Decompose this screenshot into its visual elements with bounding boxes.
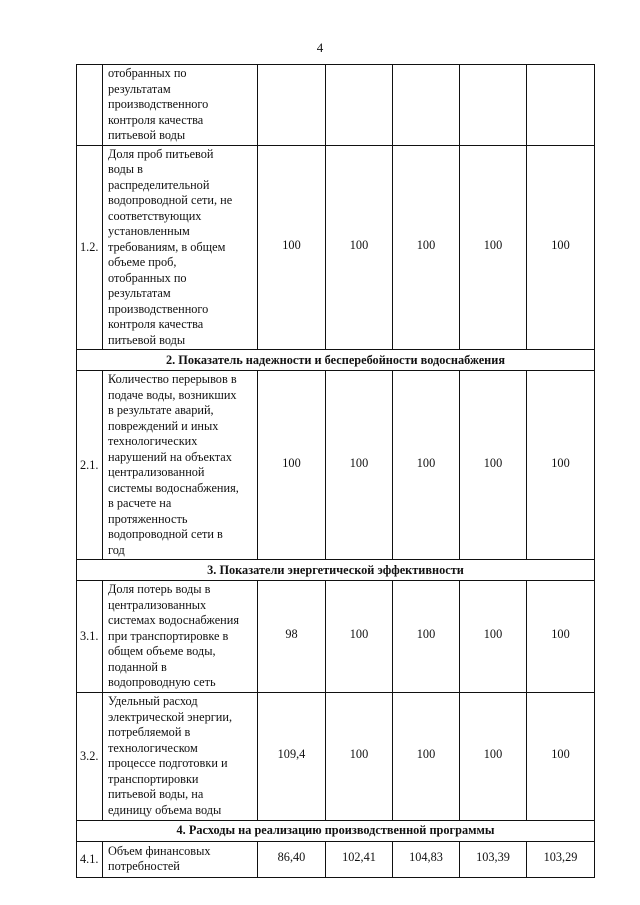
value-text: 98 [285,626,298,641]
indicator-name [103,692,258,820]
indicator-name-line: технологическом [108,740,198,755]
value-text: 100 [416,746,436,761]
value-cell [460,371,527,560]
value-cell [258,145,326,350]
value-cell [393,145,460,350]
indicator-name-line: Доля проб питьевой [108,146,214,161]
indicator-name [103,841,258,877]
value-text: 100 [282,455,301,470]
indicator-name-line: при транспортировке в [108,628,229,643]
indicator-name-line: отобранных по [108,270,187,285]
value-cell [326,581,393,693]
indicator-name-line: электрической энергии, [108,709,233,724]
indicator-name-line: процессе подготовки и [108,756,228,770]
indicator-name-line: в результате аварий, [108,403,214,417]
value-text: 100 [483,455,503,470]
table-row [77,371,595,560]
indicator-name-line: питьевой воды [108,128,186,142]
indicator-name-line: отобранных по [108,66,187,80]
indicator-name-line: Доля потерь воды в [108,582,211,596]
indicator-name-line: подаче воды, возникших [108,387,237,402]
value-cell [258,692,326,820]
value-cell [326,145,393,350]
value-cell [460,145,527,350]
section-row [77,350,595,371]
value-cell [527,841,595,877]
indicator-name-line: питьевой воды, на [108,787,204,801]
value-cell [527,581,595,693]
value-cell [393,65,460,146]
value-text: 100 [483,746,503,761]
indicator-name-line: Объем финансовых [108,843,211,858]
indicator-name-line: протяженность [108,511,188,526]
table-row [77,65,595,146]
table-row [77,145,595,350]
value-cell [258,65,326,146]
indicator-name-line: повреждений и иных [108,418,219,433]
indicator-name-line: централизованных [108,597,207,612]
value-cell [527,145,595,350]
indicator-name-line: поданной в [108,659,167,674]
indicator-name-line: потребляемой в [108,725,191,739]
indicator-name-line: результатам [108,286,171,300]
indicator-name [103,371,258,560]
value-text: 100 [551,626,570,641]
indicator-name-line: общем объеме воды, [108,644,216,658]
value-text: 100 [551,237,570,252]
value-text: 104,83 [409,849,443,864]
value-text: 86,40 [277,849,306,864]
indicator-name-line: производственного [108,301,209,316]
indicator-name-line: соответствующих [108,208,202,223]
indicator-name-line: питьевой воды [108,332,186,347]
indicator-name-line: производственного [108,97,209,111]
indicators-table [76,64,595,878]
value-text: 100 [416,455,436,470]
value-text: 100 [551,455,570,470]
value-cell [393,841,460,877]
value-cell [258,581,326,693]
value-cell [393,692,460,820]
value-text: 100 [416,237,436,252]
value-cell [527,65,595,146]
section-row [77,560,595,581]
value-text: 103,29 [543,849,578,864]
indicator-name-line: результатам [108,81,171,96]
indicator-name-line: водопроводную сеть [108,675,216,689]
section-title: 3. Показатели энергетической эффективности [77,560,595,581]
table-row [77,581,595,693]
value-cell [460,581,527,693]
indicator-name [103,581,258,693]
indicator-name-line: потребностей [108,859,180,873]
indicator-name-line: транспортировки [108,771,199,786]
value-cell [326,692,393,820]
value-cell [460,692,527,820]
indicator-name [103,145,258,350]
row-number: 3.1. [77,581,103,693]
table-row [77,692,595,820]
value-text: 100 [349,237,369,252]
value-cell [326,371,393,560]
indicator-name-line: системы водоснабжения, [108,480,239,495]
value-text: 100 [483,237,503,252]
value-cell [527,692,595,820]
value-text: 102,41 [342,849,376,864]
value-cell [393,371,460,560]
row-number: 3.2. [77,692,103,820]
indicator-name-line: Удельный расход [108,694,198,708]
value-text: 100 [416,626,436,641]
value-text: 100 [551,746,570,761]
value-cell [460,65,527,146]
indicator-name-line: год [108,542,125,557]
value-cell [460,841,527,877]
value-text: 100 [282,237,301,252]
section-title: 4. Расходы на реализацию производственной программы [77,820,595,841]
indicator-name-line: централизованной [108,465,205,479]
indicator-name-line: контроля качества [108,317,204,331]
value-cell [258,841,326,877]
section-title: 2. Показатель надежности и бесперебойности водоснабжения [77,350,595,371]
value-cell [393,581,460,693]
row-number: 1.2. [77,145,103,350]
value-text: 100 [349,455,369,470]
section-row [77,820,595,841]
row-number [77,65,103,146]
indicator-name-line: системах водоснабжения [108,613,239,627]
row-number: 4.1. [77,841,103,877]
indicator-name-line: воды в [108,162,143,176]
indicator-name-line: единицу объема воды [108,802,222,817]
page-number: 4 [316,40,324,55]
value-cell [326,841,393,877]
indicator-name-line: Количество перерывов в [108,372,237,386]
row-number: 2.1. [77,371,103,560]
value-text: 100 [349,746,369,761]
indicator-name-line: требованиям, в общем [108,239,226,254]
value-text: 103,39 [476,849,510,864]
table-body [77,65,595,878]
indicator-name-line: установленным [108,224,190,238]
indicator-name-line: в расчете на [108,496,172,510]
value-cell [527,371,595,560]
indicator-name-line: технологических [108,434,198,448]
value-text: 100 [483,626,503,641]
indicator-name [103,65,258,146]
indicator-name-line: водопроводной сети в [108,527,223,541]
indicator-name-line: водопроводной сети, не [108,193,233,207]
value-text: 109,4 [277,746,306,761]
indicator-name-line: объеме проб, [108,255,177,269]
table-row [77,841,595,877]
value-cell [326,65,393,146]
indicator-name-line: контроля качества [108,112,204,127]
indicator-name-line: нарушений на объектах [108,449,232,464]
value-text: 100 [349,626,369,641]
indicator-name-line: распределительной [108,177,210,192]
value-cell [258,371,326,560]
